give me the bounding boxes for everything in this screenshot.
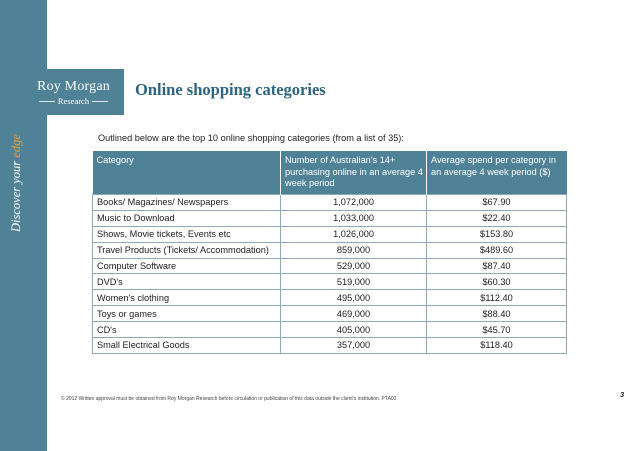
table-row xyxy=(93,338,567,354)
company-logo xyxy=(23,69,124,115)
cell-spend: $153.80 xyxy=(427,226,567,242)
cell-number: 357,000 xyxy=(281,338,427,354)
logo-rule-right xyxy=(92,101,108,102)
cell-number: 1,072,000 xyxy=(281,195,427,211)
copyright-footer: © 2012 Written approval must be obtained from Roy Morgan Research before circulation or publication of this data outside the client's institution. PTA02 xyxy=(61,396,397,402)
cell-category: Books/ Magazines/ Newspapers xyxy=(93,195,281,211)
cell-number: 469,000 xyxy=(281,306,427,322)
cell-category: Computer Software xyxy=(93,258,281,274)
cell-spend: $88.40 xyxy=(427,306,567,322)
logo-rule-left xyxy=(39,101,55,102)
page-number: 3 xyxy=(620,390,625,399)
column-header-spend: Average spend per category in an average 4 week period ($) xyxy=(427,151,567,195)
cell-category: Shows, Movie tickets, Events etc xyxy=(93,226,281,242)
cell-spend: $45.70 xyxy=(427,322,567,338)
table-row xyxy=(93,195,567,211)
table-row xyxy=(93,274,567,290)
cell-spend: $22.40 xyxy=(427,210,567,226)
table-row xyxy=(93,242,567,258)
table-row xyxy=(93,210,567,226)
cell-spend: $87.40 xyxy=(427,258,567,274)
cell-spend: $118.40 xyxy=(427,338,567,354)
table-row xyxy=(93,306,567,322)
cell-number: 405,000 xyxy=(281,322,427,338)
cell-number: 529,000 xyxy=(281,258,427,274)
logo-name: Roy Morgan xyxy=(37,79,110,94)
cell-number: 859,000 xyxy=(281,242,427,258)
table-row xyxy=(93,322,567,338)
cell-number: 519,000 xyxy=(281,274,427,290)
logo-sub: Research xyxy=(57,96,90,106)
tagline-highlight: edge xyxy=(9,134,23,158)
cell-category: CD's xyxy=(93,322,281,338)
page-title: Online shopping categories xyxy=(135,80,326,99)
table-header-row xyxy=(93,151,567,195)
sidebar-band xyxy=(0,0,47,451)
logo-sub-row xyxy=(23,96,124,106)
cell-category: Toys or games xyxy=(93,306,281,322)
cell-category: Travel Products (Tickets/ Accommodation) xyxy=(93,242,281,258)
cell-category: Music to Download xyxy=(93,210,281,226)
cell-number: 495,000 xyxy=(281,290,427,306)
cell-category: Women's clothing xyxy=(93,290,281,306)
intro-text: Outlined below are the top 10 online shopping categories (from a list of 35): xyxy=(98,133,404,143)
categories-table xyxy=(92,151,567,354)
table-row xyxy=(93,290,567,306)
cell-category: DVD's xyxy=(93,274,281,290)
column-header-category: Category xyxy=(93,151,281,195)
cell-spend: $489.60 xyxy=(427,242,567,258)
cell-number: 1,026,000 xyxy=(281,226,427,242)
tagline-text: Discover your xyxy=(9,160,23,232)
cell-number: 1,033,000 xyxy=(281,210,427,226)
cell-spend: $60.30 xyxy=(427,274,567,290)
table-row xyxy=(93,226,567,242)
column-header-number: Number of Australian's 14+ purchasing online in an average 4 week period xyxy=(281,151,427,195)
cell-spend: $112.40 xyxy=(427,290,567,306)
cell-spend: $67.90 xyxy=(427,195,567,211)
cell-category: Small Electrical Goods xyxy=(93,338,281,354)
table-row xyxy=(93,258,567,274)
